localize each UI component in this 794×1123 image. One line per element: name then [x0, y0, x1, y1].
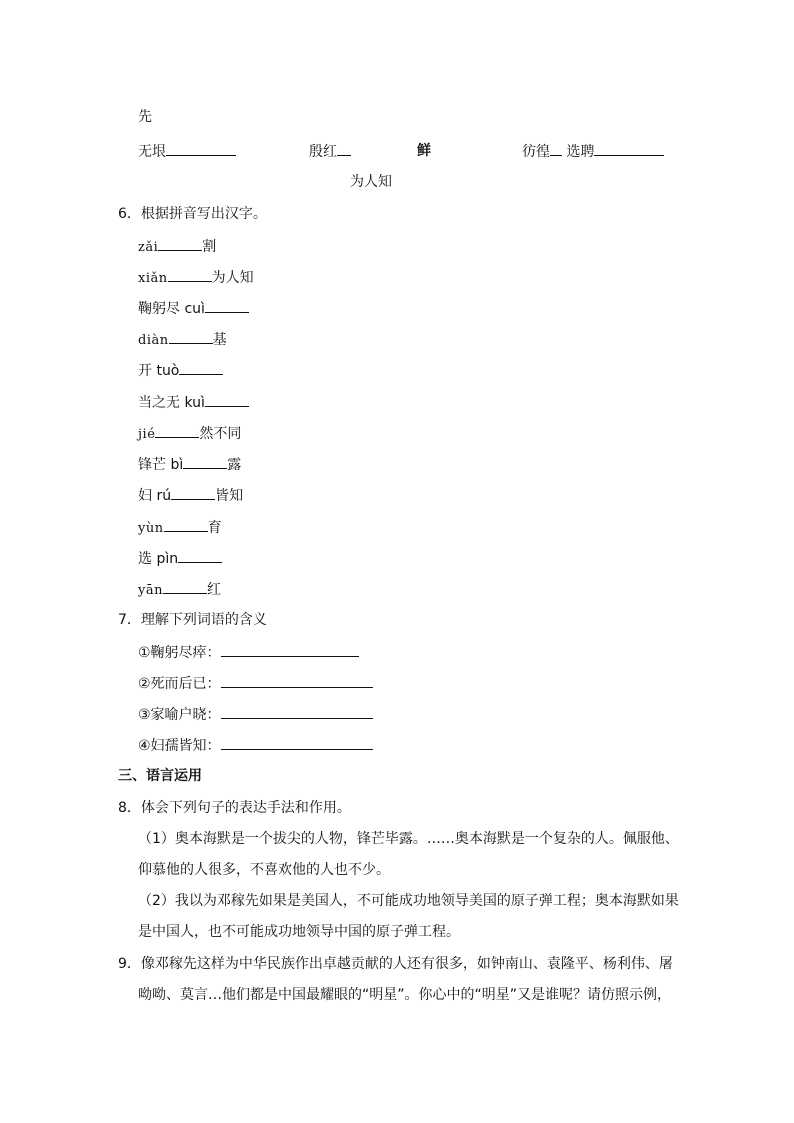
word-wu-jin: 无垠 — [138, 142, 236, 161]
answer-blank[interactable] — [221, 643, 359, 657]
q6-item: 选 pìn — [138, 549, 222, 568]
q6-item: 开 tuò — [138, 361, 223, 380]
answer-blank[interactable] — [164, 518, 208, 532]
q6-item: jié 然不同 — [138, 426, 242, 442]
q6-title: 6．根据拼音写出汉字。 — [118, 206, 267, 222]
answer-blank[interactable] — [179, 361, 223, 375]
blank[interactable] — [166, 142, 236, 156]
answer-blank[interactable] — [221, 674, 373, 688]
blank[interactable] — [337, 142, 351, 156]
q6-item: yān 红 — [138, 582, 221, 598]
q6-item: zǎi 割 — [138, 239, 217, 255]
word-xian-bold: 鲜 — [417, 143, 431, 159]
q6-item: xiǎn 为人知 — [138, 270, 254, 286]
q9-text-cont: 呦呦、莫言…他们都是中国最耀眼的“明星”。你心中的“明星”又是谁呢？请仿照示例， — [138, 987, 672, 1003]
answer-blank[interactable] — [155, 424, 199, 438]
answer-blank[interactable] — [178, 549, 222, 563]
answer-blank[interactable] — [183, 455, 227, 469]
section-heading: 三、语言运用 — [118, 768, 202, 784]
q7-item: ③家喻户晓： — [138, 705, 373, 724]
q6-item: 锋芒 bì 露 — [138, 457, 242, 473]
answer-blank[interactable] — [168, 268, 212, 282]
q8-title: 8．体会下列句子的表达手法和作用。 — [118, 800, 351, 816]
fragment-xian: 先 — [138, 109, 152, 125]
blank[interactable] — [594, 142, 664, 156]
q6-item: 妇 rú 皆知 — [138, 488, 244, 504]
blank[interactable] — [550, 142, 562, 156]
answer-blank[interactable] — [205, 299, 249, 313]
answer-blank[interactable] — [169, 330, 213, 344]
q8-paragraph-1-cont: 仰慕他的人很多，不喜欢他的人也不少。 — [138, 862, 390, 878]
word-pang-huang: 彷徨 选聘 — [522, 142, 664, 161]
answer-blank[interactable] — [163, 580, 207, 594]
q8-paragraph-1: （1）奥本海默是一个拔尖的人物，锋芒毕露。……奥本海默是一个复杂的人。佩服他、 — [138, 831, 679, 847]
answer-blank[interactable] — [171, 486, 215, 500]
q7-title: 7．理解下列词语的含义 — [118, 612, 267, 628]
answer-blank[interactable] — [221, 736, 373, 750]
q7-item: ④妇孺皆知： — [138, 736, 373, 755]
q9-text: 9．像邓稼先这样为中华民族作出卓越贡献的人还有很多，如钟南山、袁隆平、杨利伟、屠 — [118, 956, 673, 972]
q6-item: diàn 基 — [138, 332, 227, 348]
word-wei-ren-zhi: 为人知 — [350, 174, 392, 190]
q8-paragraph-2-cont: 是中国人，也不可能成功地领导中国的原子弹工程。 — [138, 924, 460, 940]
q6-item: yùn 育 — [138, 520, 222, 536]
answer-blank[interactable] — [158, 237, 202, 251]
answer-blank[interactable] — [221, 705, 373, 719]
q8-paragraph-2: （2）我以为邓稼先如果是美国人，不可能成功地领导美国的原子弹工程；奥本海默如果 — [138, 893, 679, 909]
q6-item: 鞠躬尽 cuì — [138, 299, 249, 318]
q6-item: 当之无 kuì — [138, 393, 249, 412]
word-yan-hong: 殷红 — [309, 142, 351, 161]
answer-blank[interactable] — [205, 393, 249, 407]
q7-item: ①鞠躬尽瘁： — [138, 643, 359, 662]
q7-item: ②死而后已： — [138, 674, 373, 693]
